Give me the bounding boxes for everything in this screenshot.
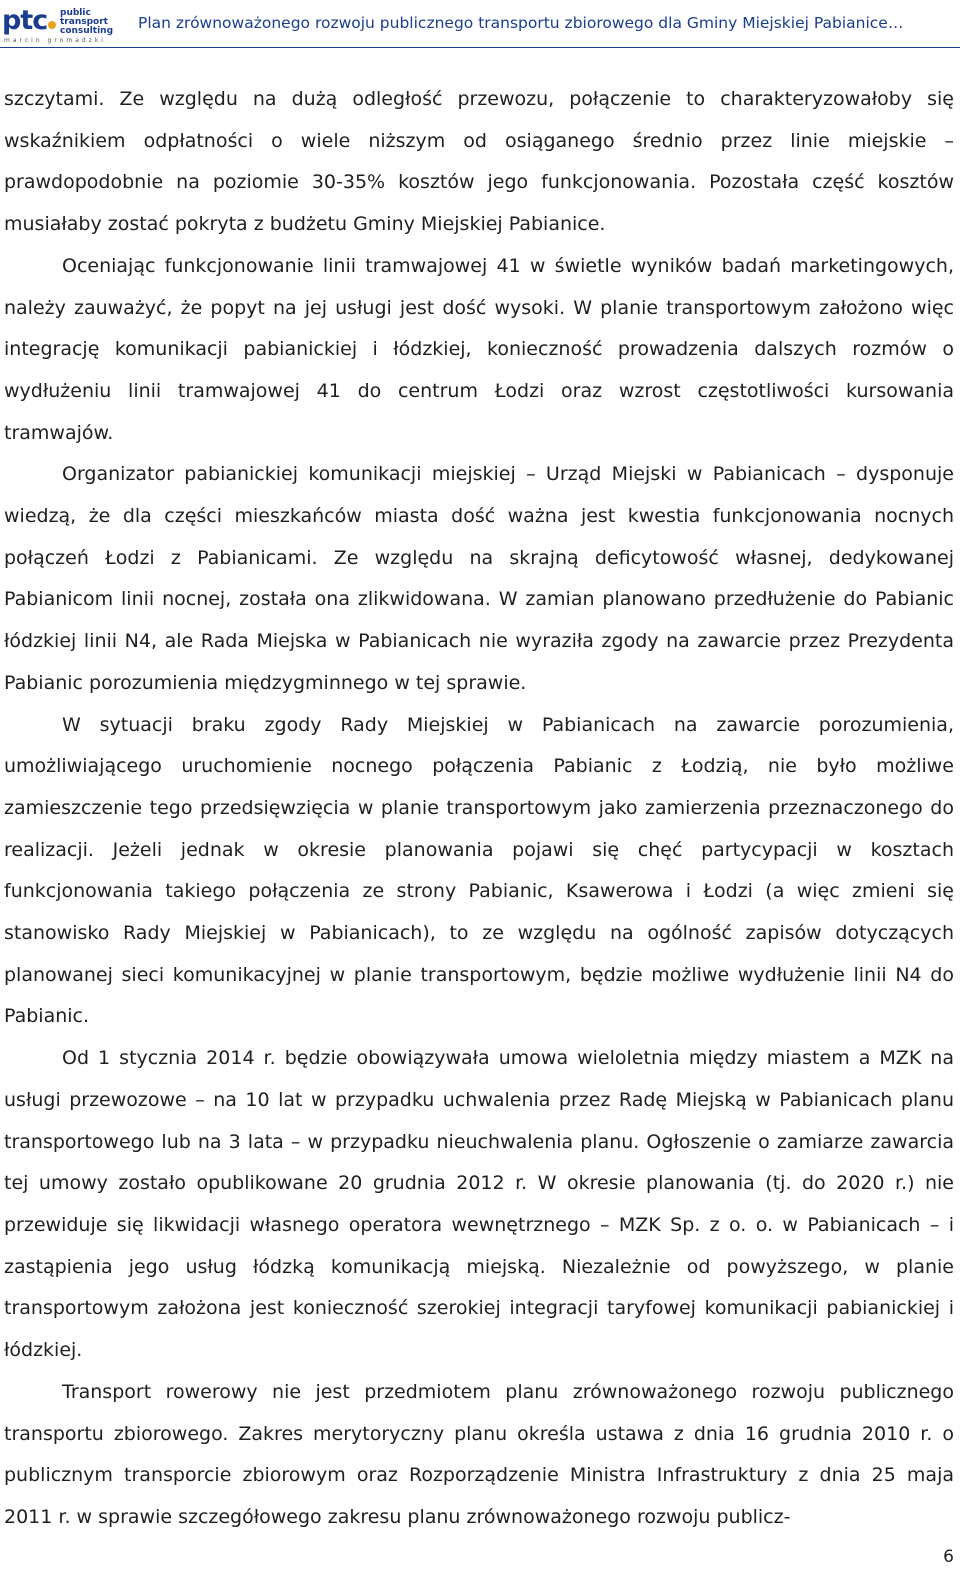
logo-mark: ptc [2, 5, 48, 36]
page-header [0, 0, 960, 48]
paragraph-night-connections: Organizator pabianickiej komunikacji miejskiej – Urząd Miejski w Pabianicach – dysponuje wiedzą, że dla części mieszkańców miasta dość ważna jest kwestia funkcjonowania nocnych połączeń Łodzi z Pabianicami. Ze względu na skrajną deficytowość własnej, dedykowanej Pabianicom linii nocnej, została ona zlikwidowana. W zamian planowano przedłużenie do Pabianic łódzkiej linii N4, ale Rada Miejska w Pabianicach nie wyraziła zgody na zawarcie przez Prezydenta Pabianic porozumienia międzygminnego w tej sprawie. [4, 463, 954, 694]
paragraph-long-term-contract: Od 1 stycznia 2014 r. będzie obowiązywała umowa wieloletnia między miastem a MZK na usługi przewozowe – na 10 lat w przypadku uchwalenia przez Radę Miejską w Pabianicach planu transportowego lub na 3 lata – w przypadku nieuchwalenia planu. Ogłoszenie o zamiarze zawarcia tej umowy zostało opublikowane 20 grudnia 2012 r. W okresie planowania (tj. do 2020 r.) nie przewiduje się likwidacji własnego operatora wewnętrznego – MZK Sp. z o. o. w Pabianicach – i zastąpienia jego usług łódzką komunikacją miejską. Niezależnie od powyższego, w planie transportowym założona jest konieczność szerokiej integracji taryfowej komunikacji pabianickiej i łódzkiej. [4, 1047, 954, 1362]
logo-dot-icon [48, 21, 56, 29]
paragraph-continuation: szczytami. Ze względu na dużą odległość przewozu, połączenie to charakteryzowałoby się wskaźnikiem odpłatności o wiele niższym od osiąganego średnio przez linie miejskie – prawdopodobnie na poziomie 30-35% kosztów jego funkcjonowania. Pozostała część kosztów musiałaby zostać pokryta z budżetu Gminy Miejskiej Pabianice. [4, 88, 954, 236]
paragraph-tram-line-41: Oceniając funkcjonowanie linii tramwajowej 41 w świetle wyników badań marketingowych, należy zauważyć, że popyt na jej usługi jest dość wysoki. W planie transportowym założono więc integrację komunikacji pabianickiej i łódzkiej, konieczność prowadzenia dalszych rozmów o wydłużeniu linii tramwajowej 41 do centrum Łodzi oraz wzrost częstotliwości kursowania tramwajów. [4, 254, 954, 444]
page-body [4, 79, 954, 1539]
logo-line-2: transport [60, 17, 108, 27]
paragraph-council-agreement: W sytuacji braku zgody Rady Miejskiej w Pabianicach na zawarcie porozumienia, umożliwiającego uruchomienie nocnego połączenia Pabianic z Łodzią, nie było możliwe zamieszczenie tego przedsięwzięcia w planie transportowym jako zamierzenia przeznaczonego do realizacji. Jeżeli jednak w okresie planowania pojawi się chęć partycypacji w kosztach funkcjonowania takiego połączenia ze strony Pabianic, Ksawerowa i Łodzi (a więc zmieni się stanowisko Rady Miejskiej w Pabianicach), to ze względu na ogólność zapisów dotyczących planowanej sieci komunikacyjnej w planie transportowym, będzie możliwe wydłużenie linii N4 do Pabianic. [4, 713, 954, 1028]
header-divider [0, 47, 960, 48]
logo-line-3: consulting [60, 26, 114, 36]
company-logo [2, 4, 130, 46]
paragraph-bicycle-transport: Transport rowerowy nie jest przedmiotem planu zrównoważonego rozwoju publicznego transportu zbiorowego. Zakres merytoryczny planu określa ustawa z dnia 16 grudnia 2010 r. o publicznym transporcie zbiorowym oraz Rozporządzenie Ministra Infrastruktury z dnia 25 maja 2011 r. w sprawie szczegółowego zakresu planu zrównoważonego rozwoju publicz- [4, 1380, 954, 1528]
logo-tagline: marcin gromadzki [4, 37, 106, 44]
logo-line-1: public [60, 8, 91, 18]
page-number: 6 [943, 1547, 954, 1567]
document-running-title: Plan zrównoważonego rozwoju publicznego transportu zbiorowego dla Gminy Miejskiej Pabianice… [138, 14, 904, 32]
